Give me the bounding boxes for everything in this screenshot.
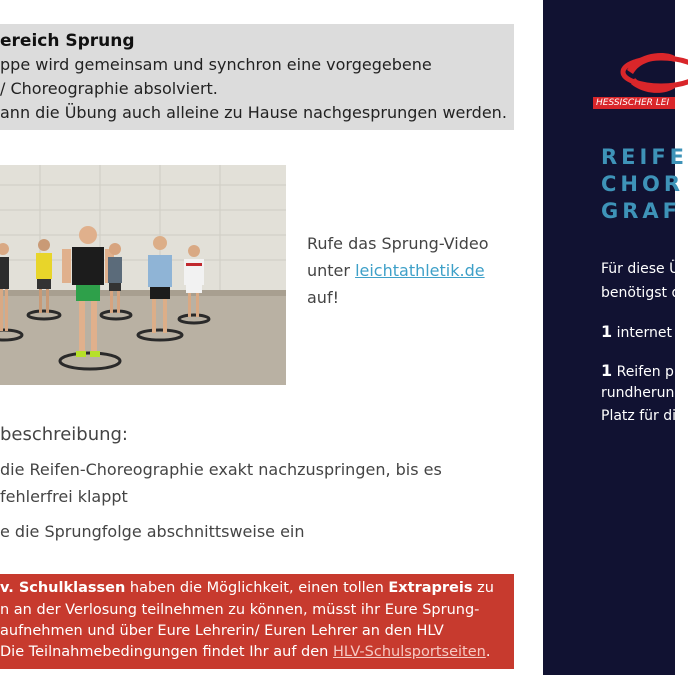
contest-line-4-prefix: Die Teilnahmebedingungen findet Ihr auf den [0, 644, 333, 660]
contest-line-1 [0, 580, 494, 596]
contest-bold-schulklassen: v. Schulklassen [0, 580, 126, 596]
video-hint-prefix: unter [307, 261, 356, 280]
contest-text-a: haben die Möglichkeit, einen tollen [125, 580, 389, 596]
video-hint-line-3: auf! [307, 288, 339, 307]
contest-line-3: aufnehmen und über Eure Lehrerin/ Euren Lehrer an den HLV [0, 623, 444, 639]
gym-photo-illustration [0, 165, 286, 385]
contest-line-4 [0, 644, 490, 660]
gym-photo [0, 165, 286, 385]
sidebar-title-line-3: GRAF [601, 199, 682, 223]
sidebar-title-line-1: REIFE [601, 145, 688, 169]
intro-line-2: / Choreographie absolviert. [0, 79, 218, 98]
intro-line-1: ppe wird gemeinsam und synchron eine vorgegebene [0, 55, 432, 74]
sidebar-item-1-number: 1 [601, 322, 613, 341]
sidebar-text-2: benötigst d [601, 285, 681, 301]
contest-line-4-suffix: . [485, 644, 491, 660]
hlv-schulsport-link[interactable]: HLV-Schulsportseiten [332, 644, 486, 660]
sidebar-item-2-number: 1 [601, 361, 613, 380]
description-heading: beschreibung: [0, 424, 128, 445]
intro-title: ereich Sprung [0, 31, 135, 51]
leichtathletik-link[interactable]: leichtathletik.de [355, 261, 485, 280]
contest-text-b: zu [472, 580, 494, 596]
description-line-2: fehlerfrei klappt [0, 487, 128, 506]
sidebar-item-1 [601, 322, 672, 341]
logo-text: HESSISCHER LEI [596, 98, 670, 108]
description-line-1: die Reifen-Choreographie exakt nachzuspringen, bis es [0, 460, 442, 479]
contest-line-2: n an der Verlosung teilnehmen zu können, müsst ihr Eure Sprung- [0, 602, 480, 618]
contest-bold-extrapreis: Extrapreis [388, 580, 473, 596]
sidebar-item-1-text: internet [612, 325, 672, 341]
sidebar-title-line-2: CHOR [601, 172, 685, 196]
video-hint-line-1: Rufe das Sprung-Video [307, 234, 489, 253]
right-panel [543, 0, 688, 675]
sidebar-item-2-text: Reifen p [612, 364, 674, 380]
intro-line-3: ann die Übung auch alleine zu Hause nachgesprungen werden. [0, 103, 507, 122]
sidebar-item-2-line-2: rundherun [601, 385, 675, 401]
description-line-3: e die Sprungfolge abschnittsweise ein [0, 522, 305, 541]
sidebar-item-2 [601, 361, 674, 380]
sidebar-text-1: Für diese Ü [601, 261, 680, 277]
video-hint-line-2 [307, 261, 485, 280]
sidebar-item-2-line-3: Platz für di [601, 408, 676, 424]
